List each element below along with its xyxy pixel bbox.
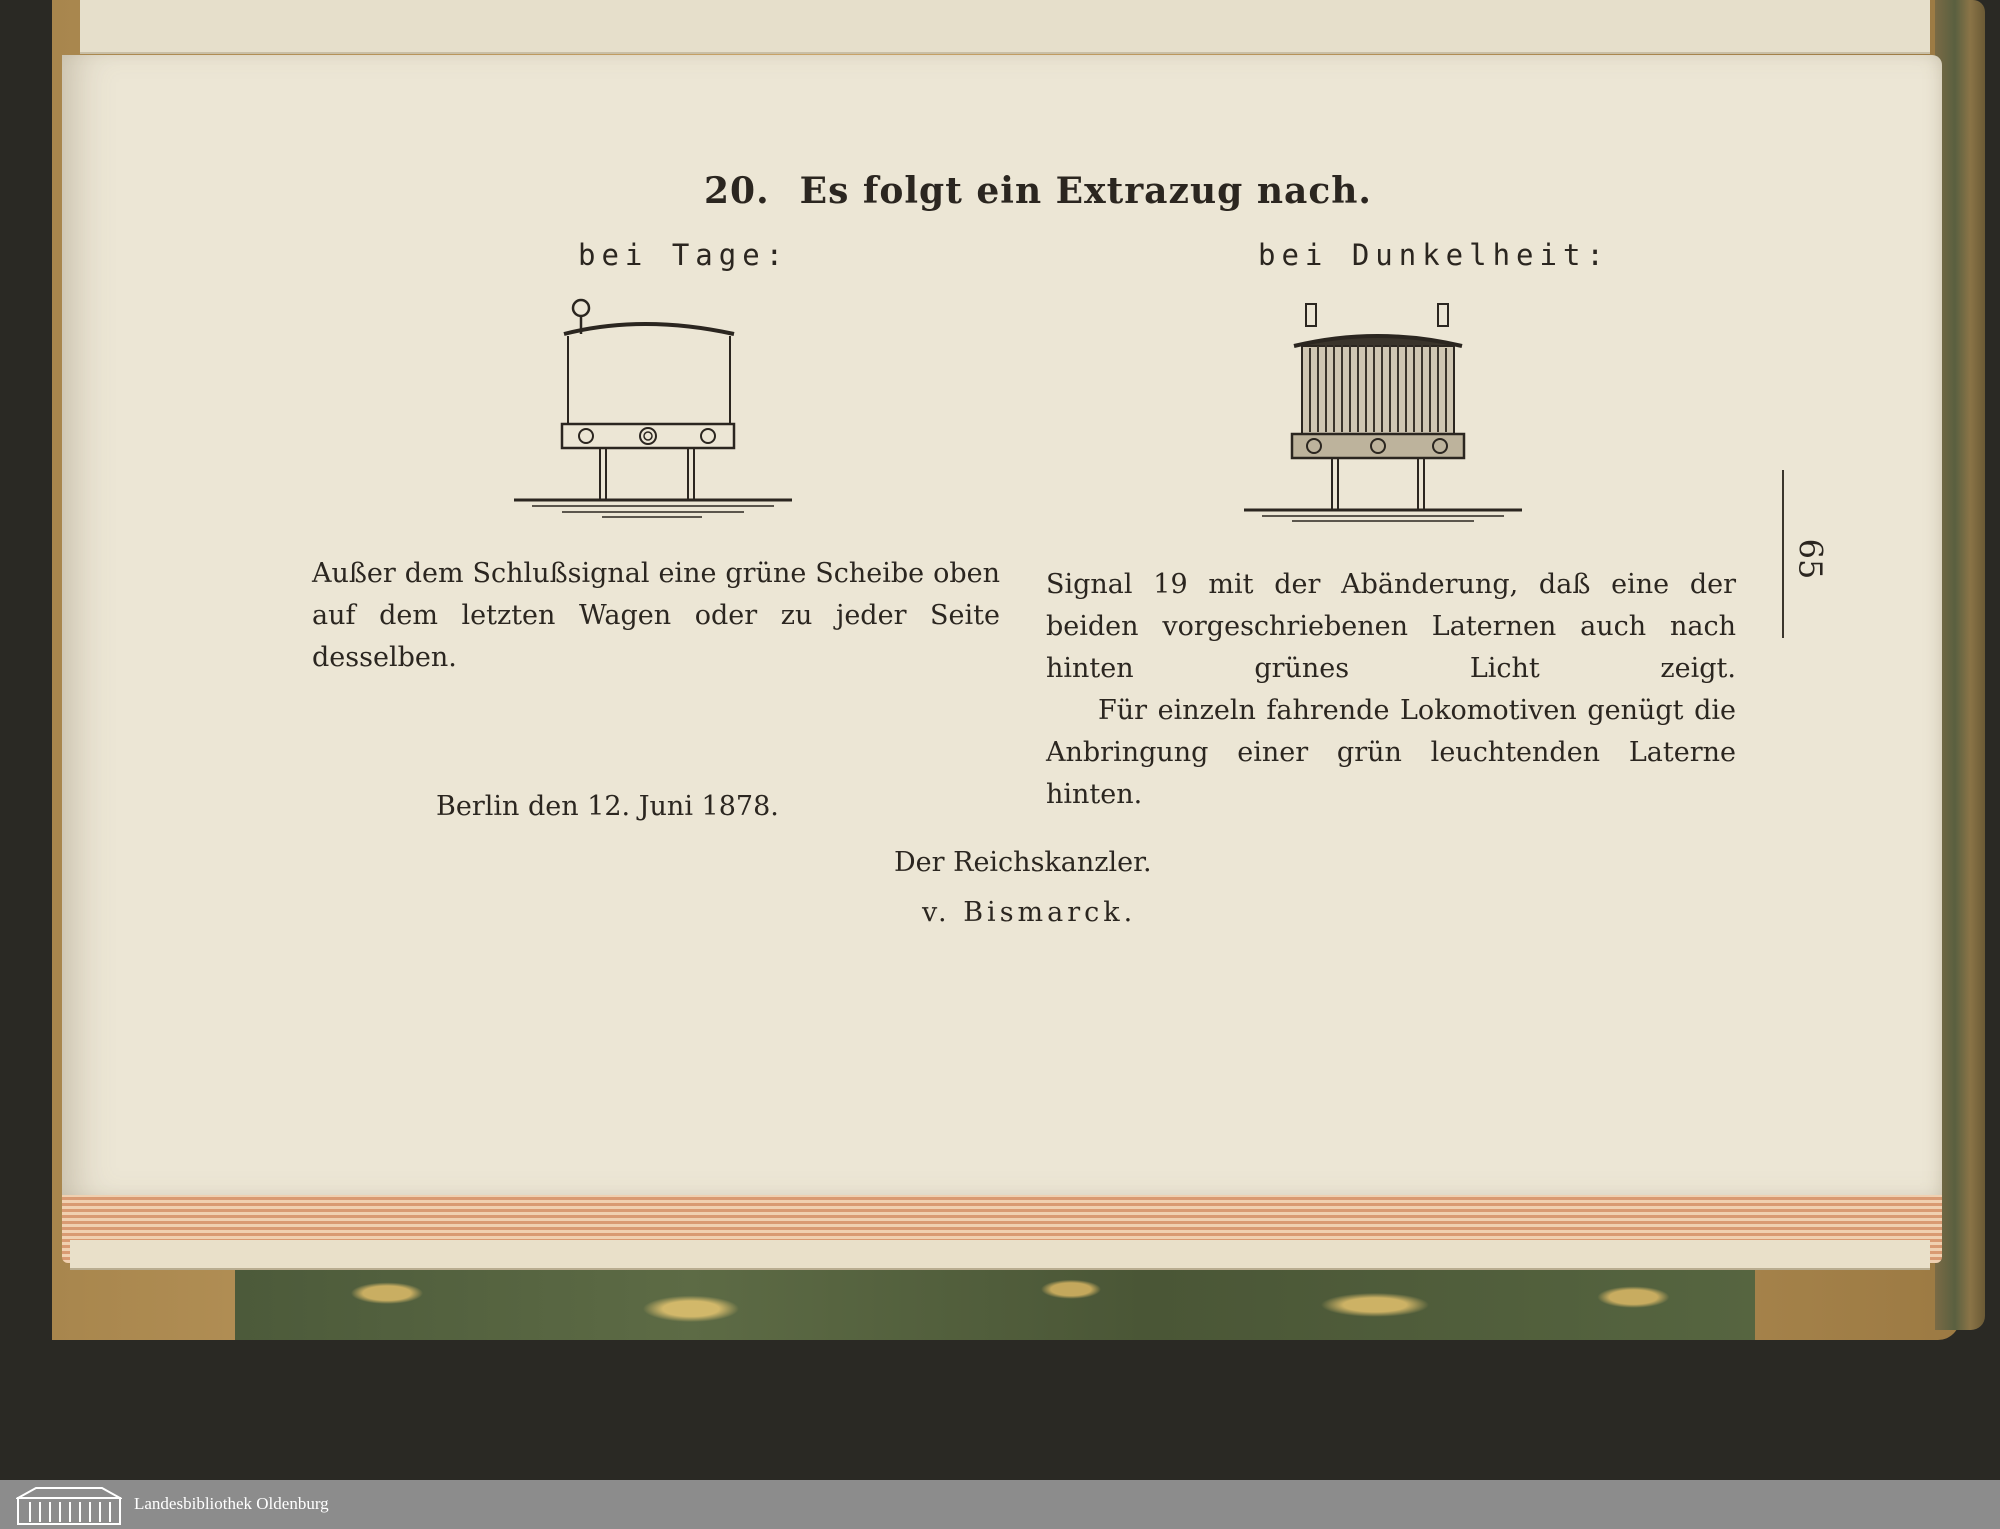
label-darkness: bei Dunkelheit: — [1258, 238, 1610, 272]
section-heading — [704, 170, 1372, 212]
date-line: Berlin den 12. Juni 1878. — [436, 791, 779, 822]
book-spine — [1935, 0, 1985, 1330]
paragraph-daytime: Außer dem Schlußsignal eine grüne Scheibe oben auf dem letzten Wagen oder zu jeder Seite desselben. — [312, 558, 1000, 673]
figure-night-wagon — [1242, 298, 1524, 524]
upper-page-edge — [80, 0, 1930, 54]
signature-name: v. Bismarck. — [922, 897, 1137, 928]
page-number-rule — [1782, 470, 1784, 638]
figure-daytime-wagon — [512, 296, 794, 520]
label-daytime: bei Tage: — [578, 238, 790, 272]
signature-title: Der Reichskanzler. — [894, 847, 1152, 878]
page-number: 65 — [1791, 538, 1830, 580]
marbled-edge — [235, 1262, 1755, 1340]
page-stack-bottom — [70, 1240, 1930, 1270]
library-logo-icon — [16, 1484, 122, 1526]
heading-text: Es folgt ein Extrazug nach. — [799, 170, 1372, 212]
paragraph-locomotive: Für einzeln fahrende Lokomotiven genügt die Anbringung einer grün leuchtenden Laterne hinten. — [1046, 695, 1736, 810]
library-name: Landesbibliothek Oldenburg — [134, 1494, 329, 1513]
paragraph-night: Signal 19 mit der Abänderung, daß eine der beiden vorgeschriebenen Laternen auch nach hinten grünes Licht zeigt. — [1046, 569, 1736, 684]
heading-number: 20. — [704, 170, 770, 212]
